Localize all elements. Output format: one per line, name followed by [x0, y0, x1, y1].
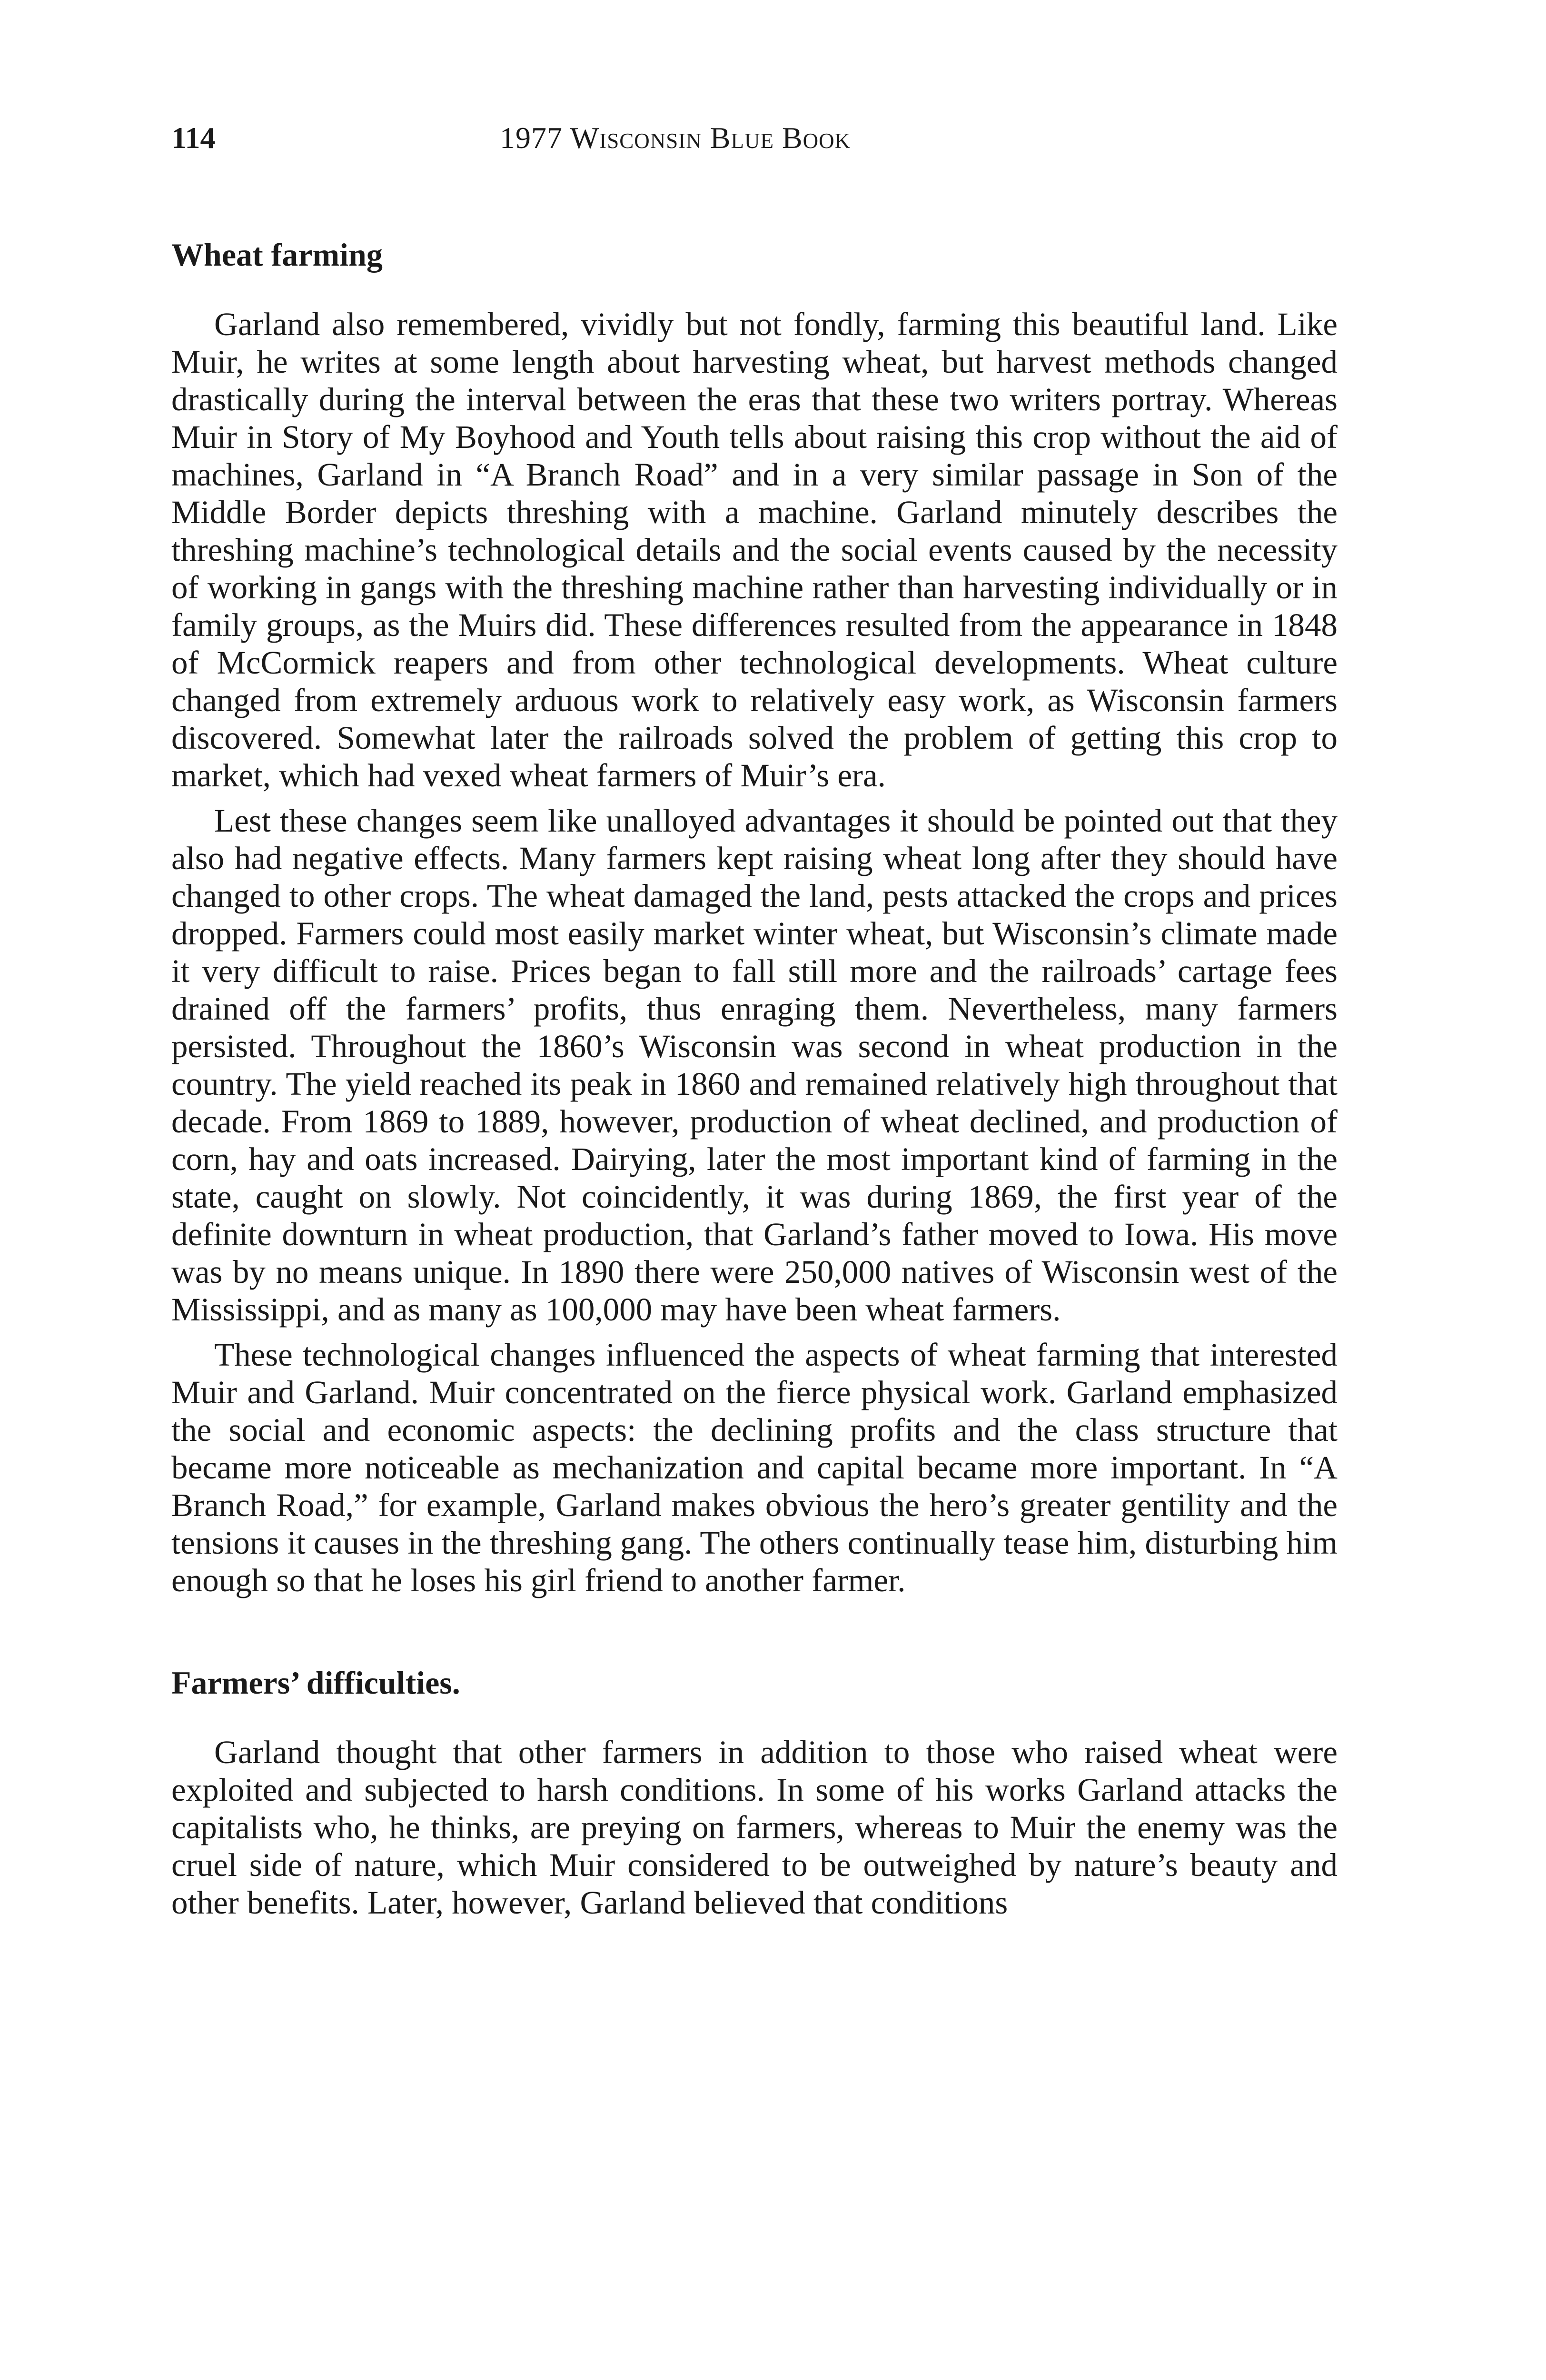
running-head [171, 114, 1338, 162]
paragraph: Lest these changes seem like unalloyed advantages it should be pointed out that they also had negative effects. Many farmers kept raising wheat long after they should have changed to other crops. The wheat damaged the land, pests attacked the crops and prices dropped. Farmers could most easily market winter wheat, but Wisconsin’s climate made it very difficult to raise. Prices began to fall still more and the railroads’ cartage fees drained off the farmers’ profits, thus enraging them. Nevertheless, many farmers persisted. Throughout the 1860’s Wisconsin was second in wheat production in the country. The yield reached its peak in 1860 and remained relatively high throughout that decade. From 1869 to 1889, however, production of wheat declined, and production of corn, hay and oats increased. Dairying, later the most important kind of farming in the state, caught on slowly. Not coincidently, it was during 1869, the first year of the definite downturn in wheat production, that Garland’s father moved to Iowa. His move was by no means unique. In 1890 there were 250,000 natives of Wisconsin west of the Mississippi, and as many as 100,000 may have been wheat farmers. [171, 803, 1338, 1328]
page-number: 114 [171, 121, 216, 155]
section-heading: Wheat farming [171, 237, 383, 273]
paragraph: These technological changes influenced the aspects of wheat farming that interested Muir and Garland. Muir concentrated on the fierce physical work. Garland emphasized the social and economic aspects: the declining profits and the class structure that became more noticeable as mechanization and capital became more important. In “A Branch Road,” for example, Garland makes obvious the hero’s greater gentility and the tensions it causes in the threshing gang. The others continually tease him, disturbing him enough so that he loses his girl friend to another farmer. [171, 1337, 1338, 1598]
section-farmers-difficulties [171, 1661, 1338, 1922]
section-wheat-farming [171, 233, 1338, 1599]
section-heading: Farmers’ difficulties. [171, 1665, 460, 1701]
book-page [171, 114, 1338, 1929]
paragraph: Garland also remembered, vividly but not fondly, farming this beautiful land. Like Muir, he writes at some length about harvesting wheat, but harvest methods changed drastically during the interval between the eras that these two writers portray. Whereas Muir in Story of My Boyhood and Youth tells about raising this crop without the aid of machines, Garland in “A Branch Road” and in a very similar passage in Son of the Middle Border depicts threshing with a machine. Garland minutely describes the threshing machine’s technological details and the social events caused by the necessity of working in gangs with the threshing machine rather than harvesting individually or in family groups, as the Muirs did. These differences resulted from the appearance in 1848 of McCormick reapers and from other technological developments. Wheat culture changed from extremely arduous work to relatively easy work, as Wisconsin farmers discovered. Somewhat later the railroads solved the problem of getting this crop to market, which had vexed wheat farmers of Muir’s era. [171, 306, 1338, 793]
running-head-title: 1977 Wisconsin Blue Book [500, 121, 851, 155]
paragraph: Garland thought that other farmers in addition to those who raised wheat were exploited and subjected to harsh conditions. In some of his works Garland attacks the capitalists who, he thinks, are preying on farmers, whereas to Muir the enemy was the cruel side of nature, which Muir considered to be outweighed by nature’s beauty and other benefits. Later, however, Garland believed that conditions [171, 1734, 1338, 1921]
